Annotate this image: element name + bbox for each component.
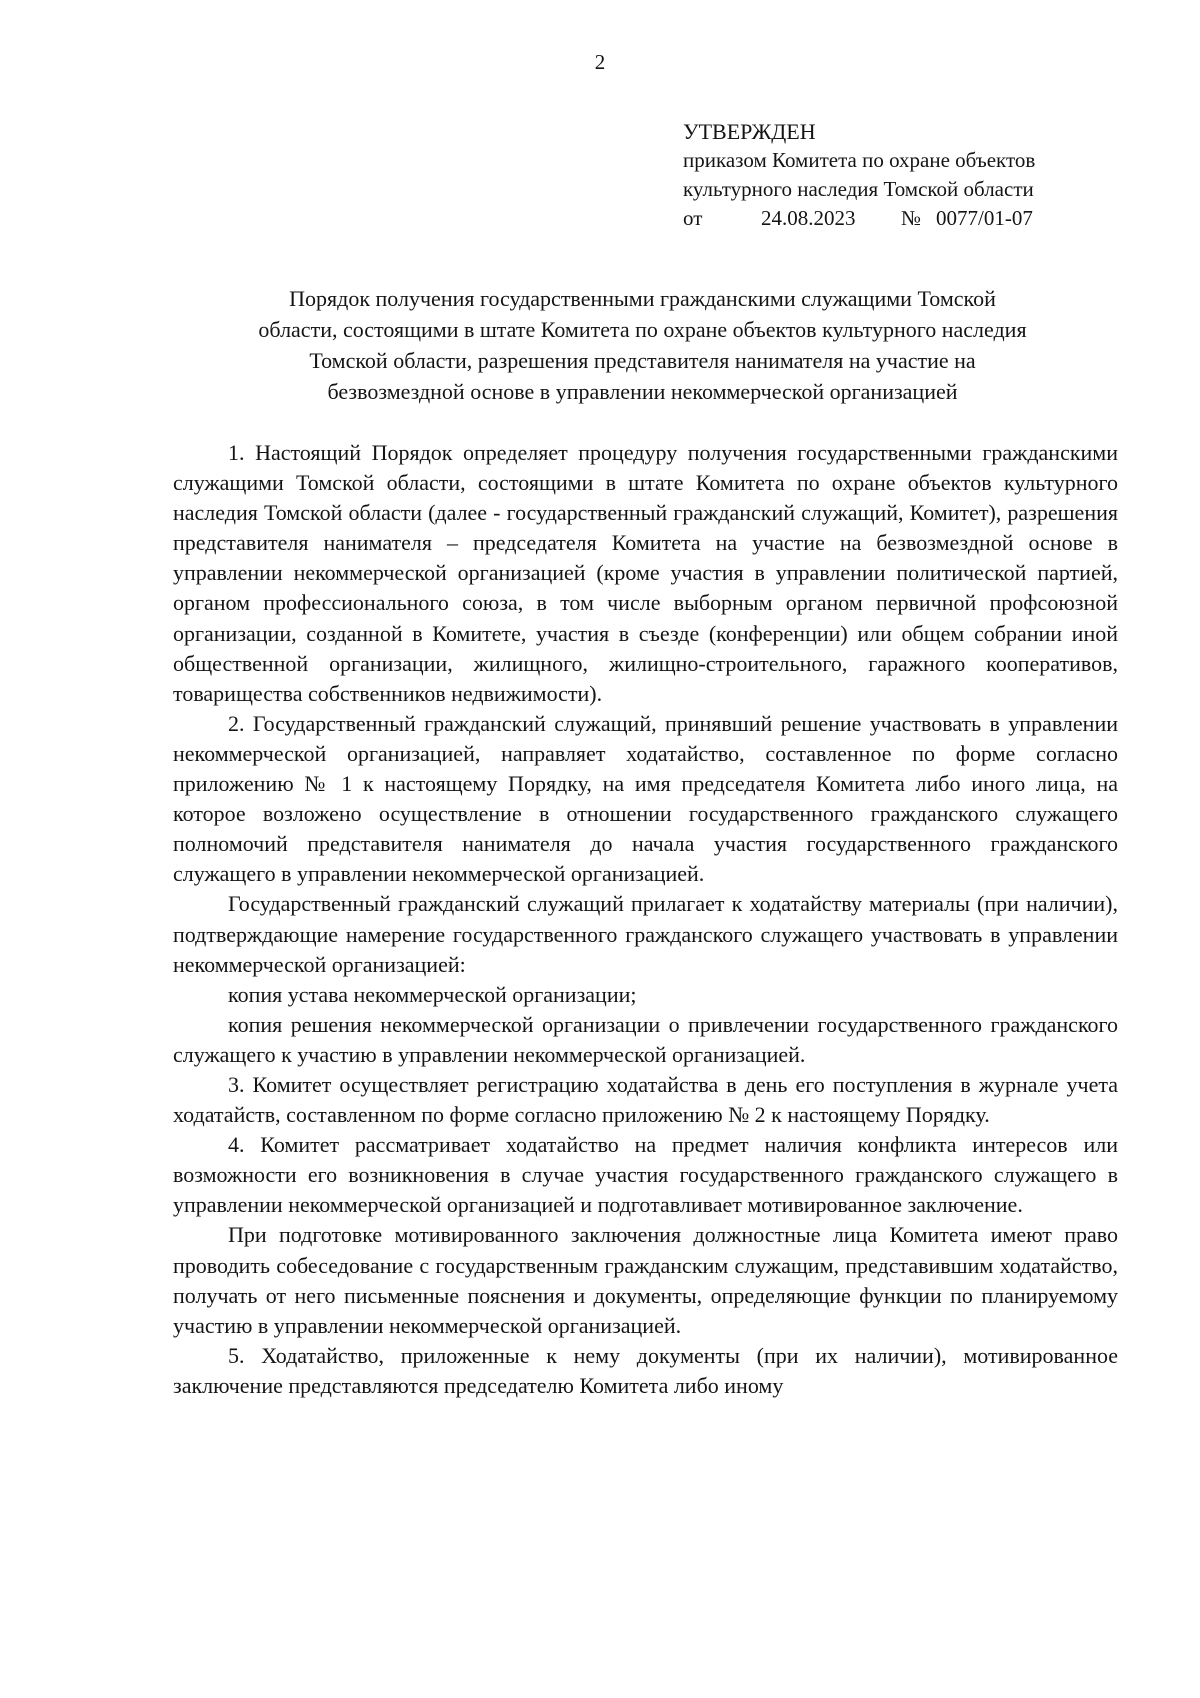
- paragraph-2: 2. Государственный гражданский служащий, принявший решение участвовать в управлении некоммерческой организацией, направляет ходатайство, составленное по форме согласно приложению № 1 к настоящему Порядку, на имя председателя Комитета либо иного лица, на которое возложено осуществление в отношении государственного гражданского служащего полномочий представителя нанимателя до начала участия государственного гражданского служащего в управлении некоммерческой организацией.: [173, 710, 1118, 887]
- order-from-label: от: [683, 206, 703, 230]
- document-title: [170, 283, 1115, 407]
- document-body: [173, 438, 1118, 1401]
- order-date: 24.08.2023: [761, 206, 856, 230]
- title-line: области, состоящими в штате Комитета по охране объектов культурного наследия: [258, 317, 1027, 342]
- paragraph-4-interview: При подготовке мотивированного заключения должностные лица Комитета имеют право проводить собеседование с государственным гражданским служащим, представившим ходатайство, получать от него письменные пояснения и документы, определяющие функции по планируемому участию в управлении некоммерческой организацией.: [173, 1222, 1118, 1338]
- title-line: безвозмездной основе в управлении некоммерческой организацией: [327, 379, 958, 404]
- paragraph-2-materials: Государственный гражданский служащий прилагает к ходатайству материалы (при наличии), подтверждающие намерение государственного гражданского служащего участвовать в управлении некоммерческой организацией:: [173, 891, 1118, 977]
- approval-title: УТВЕРЖДЕН: [683, 119, 816, 144]
- order-number-label: №: [901, 206, 922, 230]
- paragraph-3: 3. Комитет осуществляет регистрацию ходатайства в день его поступления в журнале учета ходатайств, составленном по форме согласно приложению № 2 к настоящему Порядку.: [173, 1071, 1118, 1128]
- paragraph-4: 4. Комитет рассматривает ходатайство на предмет наличия конфликта интересов или возможности его возникновения в случае участия государственного гражданского служащего в управлении некоммерческой организацией и подготавливает мотивированное заключение.: [173, 1132, 1118, 1218]
- title-line: Порядок получения государственными гражданскими служащими Томской: [289, 286, 996, 311]
- order-details: [683, 204, 1123, 233]
- order-number: 0077/01-07: [936, 206, 1033, 230]
- approval-stamp: [683, 117, 1123, 233]
- list-item-charter: копия устава некоммерческой организации;: [228, 981, 637, 1007]
- title-line: Томской области, разрешения представителя нанимателя на участие на: [309, 348, 976, 373]
- paragraph-5: 5. Ходатайство, приложенные к нему документы (при их наличии), мотивированное заключение представляются председателю Комитета либо иному: [173, 1342, 1118, 1398]
- list-item-decision: копия решения некоммерческой организации о привлечении государственного гражданского служащего к участию в управлении некоммерческой организацией.: [173, 1011, 1118, 1067]
- approval-line-1: приказом Комитета по охране объектов: [683, 148, 1036, 172]
- page-number: 2: [594, 50, 606, 74]
- paragraph-1: 1. Настоящий Порядок определяет процедуру получения государственными гражданскими служащими Томской области, состоящими в штате Комитета по охране объектов культурного наследия Томской области (далее - государственный гражданский служащий, Комитет), разрешения представителя нанимателя – председателя Комитета на участие на безвозмездной основе в управлении некоммерческой организацией (кроме участия в управлении политической партией, органом профессионального союза, в том числе выборным органом первичной профсоюзной организации, созданной в Комитете, участия в съезде (конференции) или общем собрании иной общественной организации, жилищного, жилищно-строительного, гаражного кооперативов, товарищества собственников недвижимости).: [173, 440, 1118, 706]
- approval-line-2: культурного наследия Томской области: [683, 177, 1034, 201]
